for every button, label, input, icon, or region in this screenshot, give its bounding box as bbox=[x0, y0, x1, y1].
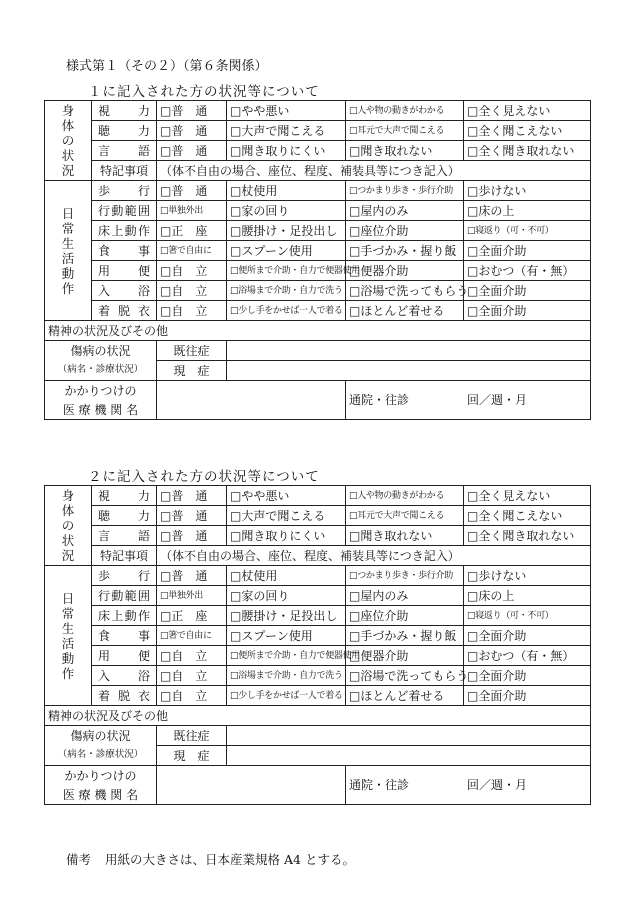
mental-status-field[interactable]: 精神の状況及びその他 bbox=[45, 706, 591, 726]
checkbox-option[interactable]: □耳元で大声で聞こえる bbox=[346, 121, 464, 141]
daily-group-label: 日常生活動作 bbox=[45, 566, 92, 706]
mental-status-field[interactable]: 精神の状況及びその他 bbox=[45, 321, 591, 341]
checkbox-option[interactable]: □浴場まで介助・自力で洗う bbox=[227, 281, 346, 301]
checkbox-option[interactable]: □床の上 bbox=[464, 201, 591, 221]
status-form-table bbox=[44, 100, 591, 420]
checkbox-option[interactable]: □自 立 bbox=[157, 261, 227, 281]
checkbox-option[interactable]: □便所まで介助・自力で便器使用 bbox=[227, 646, 346, 666]
checkbox-option[interactable]: □耳元で大声で聞こえる bbox=[346, 506, 464, 526]
body-group-label: 身体の状況 bbox=[45, 486, 92, 566]
checkbox-option[interactable]: □自 立 bbox=[157, 281, 227, 301]
checkbox-option[interactable]: □普 通 bbox=[157, 506, 227, 526]
checkbox-option[interactable]: □大声で聞こえる bbox=[227, 121, 346, 141]
past-history-field[interactable] bbox=[227, 726, 591, 746]
row-label: 言 語 bbox=[92, 526, 157, 546]
past-history-label: 既往症 bbox=[157, 341, 227, 361]
row-label: 行動範囲 bbox=[92, 201, 157, 221]
checkbox-option[interactable]: □全く聞き取れない bbox=[464, 141, 591, 161]
row-label: 視 力 bbox=[92, 101, 157, 121]
checkbox-option[interactable]: □全面介助 bbox=[464, 281, 591, 301]
checkbox-option[interactable]: □普 通 bbox=[157, 101, 227, 121]
checkbox-option[interactable]: □屋内のみ bbox=[346, 201, 464, 221]
checkbox-option[interactable]: □やや悪い bbox=[227, 101, 346, 121]
row-label: 視 力 bbox=[92, 486, 157, 506]
hospital-name-field[interactable] bbox=[157, 766, 346, 805]
visit-type-label: 通院・往診 bbox=[349, 393, 410, 407]
row-label: 床上動作 bbox=[92, 606, 157, 626]
checkbox-option[interactable]: □聞き取りにくい bbox=[227, 526, 346, 546]
checkbox-option[interactable]: □聞き取れない bbox=[346, 141, 464, 161]
daily-group-label: 日常生活動作 bbox=[45, 181, 92, 321]
checkbox-option[interactable]: □普 通 bbox=[157, 141, 227, 161]
body-group-label: 身体の状況 bbox=[45, 101, 92, 181]
checkbox-option[interactable]: □便器介助 bbox=[346, 261, 464, 281]
footer-text: 用紙の大きさは、日本産業規格 A4 とする。 bbox=[105, 852, 355, 867]
checkbox-option[interactable]: □聞き取りにくい bbox=[227, 141, 346, 161]
checkbox-option[interactable]: □手づかみ・握り飯 bbox=[346, 241, 464, 261]
checkbox-option[interactable]: □便所まで介助・自力で便器使用 bbox=[227, 261, 346, 281]
checkbox-option[interactable]: □浴場で洗ってもらう bbox=[346, 281, 464, 301]
checkbox-option[interactable]: □浴場で洗ってもらう bbox=[346, 666, 464, 686]
past-history-field[interactable] bbox=[227, 341, 591, 361]
current-condition-label: 現 症 bbox=[157, 746, 227, 766]
checkbox-option[interactable]: □自 立 bbox=[157, 666, 227, 686]
checkbox-option[interactable]: □座位介助 bbox=[346, 221, 464, 241]
current-condition-label: 現 症 bbox=[157, 361, 227, 381]
row-label: 床上動作 bbox=[92, 221, 157, 241]
checkbox-option[interactable]: □家の回り bbox=[227, 586, 346, 606]
disease-sub-label: （病名・診療状況） bbox=[45, 361, 157, 381]
checkbox-option[interactable]: □人や物の動きがわかる bbox=[346, 101, 464, 121]
current-condition-field[interactable] bbox=[227, 746, 591, 766]
checkbox-option[interactable]: □全く聞こえない bbox=[464, 506, 591, 526]
checkbox-option[interactable]: □歩けない bbox=[464, 566, 591, 586]
checkbox-option[interactable]: □少し手をかせば一人で着る bbox=[227, 301, 346, 321]
row-label: 入 浴 bbox=[92, 666, 157, 686]
row-label: 行動範囲 bbox=[92, 586, 157, 606]
notes-label: 特記事項 bbox=[92, 546, 157, 566]
disease-label: 傷病の状況 bbox=[45, 341, 157, 361]
notes-label: 特記事項 bbox=[92, 161, 157, 181]
checkbox-option[interactable]: □聞き取れない bbox=[346, 526, 464, 546]
footer-prefix: 備考 bbox=[66, 852, 92, 867]
hospital-label-2: 医 療 機 関 名 bbox=[45, 400, 157, 420]
checkbox-option[interactable]: □全面介助 bbox=[464, 241, 591, 261]
hospital-name-field[interactable] bbox=[157, 381, 346, 420]
notes-field[interactable]: （体不自由の場合、座位、程度、補装具等につき記入） bbox=[157, 546, 591, 566]
checkbox-option[interactable]: □全く見えない bbox=[464, 486, 591, 506]
hospital-label: かかりつけの bbox=[45, 766, 157, 786]
checkbox-option[interactable]: □全面介助 bbox=[464, 686, 591, 706]
checkbox-option[interactable]: □普 通 bbox=[157, 526, 227, 546]
checkbox-option[interactable]: □家の回り bbox=[227, 201, 346, 221]
checkbox-option[interactable]: □全く聞き取れない bbox=[464, 526, 591, 546]
checkbox-option[interactable]: □自 立 bbox=[157, 301, 227, 321]
checkbox-option[interactable]: □自 立 bbox=[157, 646, 227, 666]
row-label: 聴 力 bbox=[92, 506, 157, 526]
checkbox-option[interactable]: □寝返り（可・不可） bbox=[464, 221, 591, 241]
checkbox-option[interactable]: □便器介助 bbox=[346, 646, 464, 666]
checkbox-option[interactable]: □手づかみ・握り飯 bbox=[346, 626, 464, 646]
current-condition-field[interactable] bbox=[227, 361, 591, 381]
status-form-table bbox=[44, 485, 591, 805]
checkbox-option[interactable]: □人や物の動きがわかる bbox=[346, 486, 464, 506]
row-label: 歩 行 bbox=[92, 181, 157, 201]
notes-field[interactable]: （体不自由の場合、座位、程度、補装具等につき記入） bbox=[157, 161, 591, 181]
checkbox-option[interactable]: □腰掛け・足投出し bbox=[227, 606, 346, 626]
checkbox-option[interactable]: □少し手をかせば一人で着る bbox=[227, 686, 346, 706]
disease-label: 傷病の状況 bbox=[45, 726, 157, 746]
checkbox-option[interactable]: □全面介助 bbox=[464, 301, 591, 321]
checkbox-option[interactable]: □座位介助 bbox=[346, 606, 464, 626]
checkbox-option[interactable]: □全面介助 bbox=[464, 666, 591, 686]
frequency-label: 回／週・月 bbox=[467, 393, 528, 407]
row-label: 用 便 bbox=[92, 646, 157, 666]
checkbox-option[interactable]: □スプーン使用 bbox=[227, 241, 346, 261]
visit-type-label: 通院・往診 bbox=[349, 778, 410, 792]
checkbox-option[interactable]: □単独外出 bbox=[157, 201, 227, 221]
checkbox-option[interactable]: □単独外出 bbox=[157, 586, 227, 606]
row-label: 着 脱 衣 bbox=[92, 686, 157, 706]
past-history-label: 既往症 bbox=[157, 726, 227, 746]
checkbox-option[interactable]: □寝返り（可・不可） bbox=[464, 606, 591, 626]
checkbox-option[interactable]: □おむつ（有・無） bbox=[464, 646, 591, 666]
checkbox-option[interactable]: □やや悪い bbox=[227, 486, 346, 506]
checkbox-option[interactable]: □全く見えない bbox=[464, 101, 591, 121]
checkbox-option[interactable]: □自 立 bbox=[157, 686, 227, 706]
checkbox-option[interactable]: □全く聞こえない bbox=[464, 121, 591, 141]
checkbox-option[interactable]: □箸で自由に bbox=[157, 626, 227, 646]
checkbox-option[interactable]: □床の上 bbox=[464, 586, 591, 606]
checkbox-option[interactable]: □全面介助 bbox=[464, 626, 591, 646]
checkbox-option[interactable]: □普 通 bbox=[157, 121, 227, 141]
row-label: 言 語 bbox=[92, 141, 157, 161]
checkbox-option[interactable]: □ほとんど着せる bbox=[346, 686, 464, 706]
row-label: 食 事 bbox=[92, 241, 157, 261]
row-label: 聴 力 bbox=[92, 121, 157, 141]
checkbox-option[interactable]: □つかまり歩き・歩行介助 bbox=[346, 566, 464, 586]
row-label: 用 便 bbox=[92, 261, 157, 281]
row-label: 入 浴 bbox=[92, 281, 157, 301]
checkbox-option[interactable]: □杖使用 bbox=[227, 566, 346, 586]
form-header: 様式第１（その２）（第６条関係） bbox=[66, 59, 268, 74]
checkbox-option[interactable]: □屋内のみ bbox=[346, 586, 464, 606]
footer-note bbox=[66, 850, 355, 868]
checkbox-option[interactable]: □普 通 bbox=[157, 181, 227, 201]
checkbox-option[interactable]: □正 座 bbox=[157, 221, 227, 241]
checkbox-option[interactable]: □大声で聞こえる bbox=[227, 506, 346, 526]
hospital-label-2: 医 療 機 関 名 bbox=[45, 785, 157, 805]
checkbox-option[interactable]: □歩けない bbox=[464, 181, 591, 201]
checkbox-option[interactable]: □普 通 bbox=[157, 566, 227, 586]
checkbox-option[interactable]: □浴場まで介助・自力で洗う bbox=[227, 666, 346, 686]
row-label: 歩 行 bbox=[92, 566, 157, 586]
checkbox-option[interactable]: □スプーン使用 bbox=[227, 626, 346, 646]
row-label: 着 脱 衣 bbox=[92, 301, 157, 321]
checkbox-option[interactable]: □普 通 bbox=[157, 486, 227, 506]
disease-sub-label: （病名・診療状況） bbox=[45, 746, 157, 766]
frequency-label: 回／週・月 bbox=[467, 778, 528, 792]
section-1-title: １に記入された方の状況等について bbox=[88, 84, 320, 100]
hospital-label: かかりつけの bbox=[45, 381, 157, 401]
checkbox-option[interactable]: □正 座 bbox=[157, 606, 227, 626]
visit-frequency-field[interactable] bbox=[346, 381, 591, 420]
checkbox-option[interactable]: □つかまり歩き・歩行介助 bbox=[346, 181, 464, 201]
checkbox-option[interactable]: □箸で自由に bbox=[157, 241, 227, 261]
checkbox-option[interactable]: □おむつ（有・無） bbox=[464, 261, 591, 281]
section-2-title: ２に記入された方の状況等について bbox=[88, 469, 320, 485]
checkbox-option[interactable]: □腰掛け・足投出し bbox=[227, 221, 346, 241]
visit-frequency-field[interactable] bbox=[346, 766, 591, 805]
checkbox-option[interactable]: □杖使用 bbox=[227, 181, 346, 201]
row-label: 食 事 bbox=[92, 626, 157, 646]
checkbox-option[interactable]: □ほとんど着せる bbox=[346, 301, 464, 321]
